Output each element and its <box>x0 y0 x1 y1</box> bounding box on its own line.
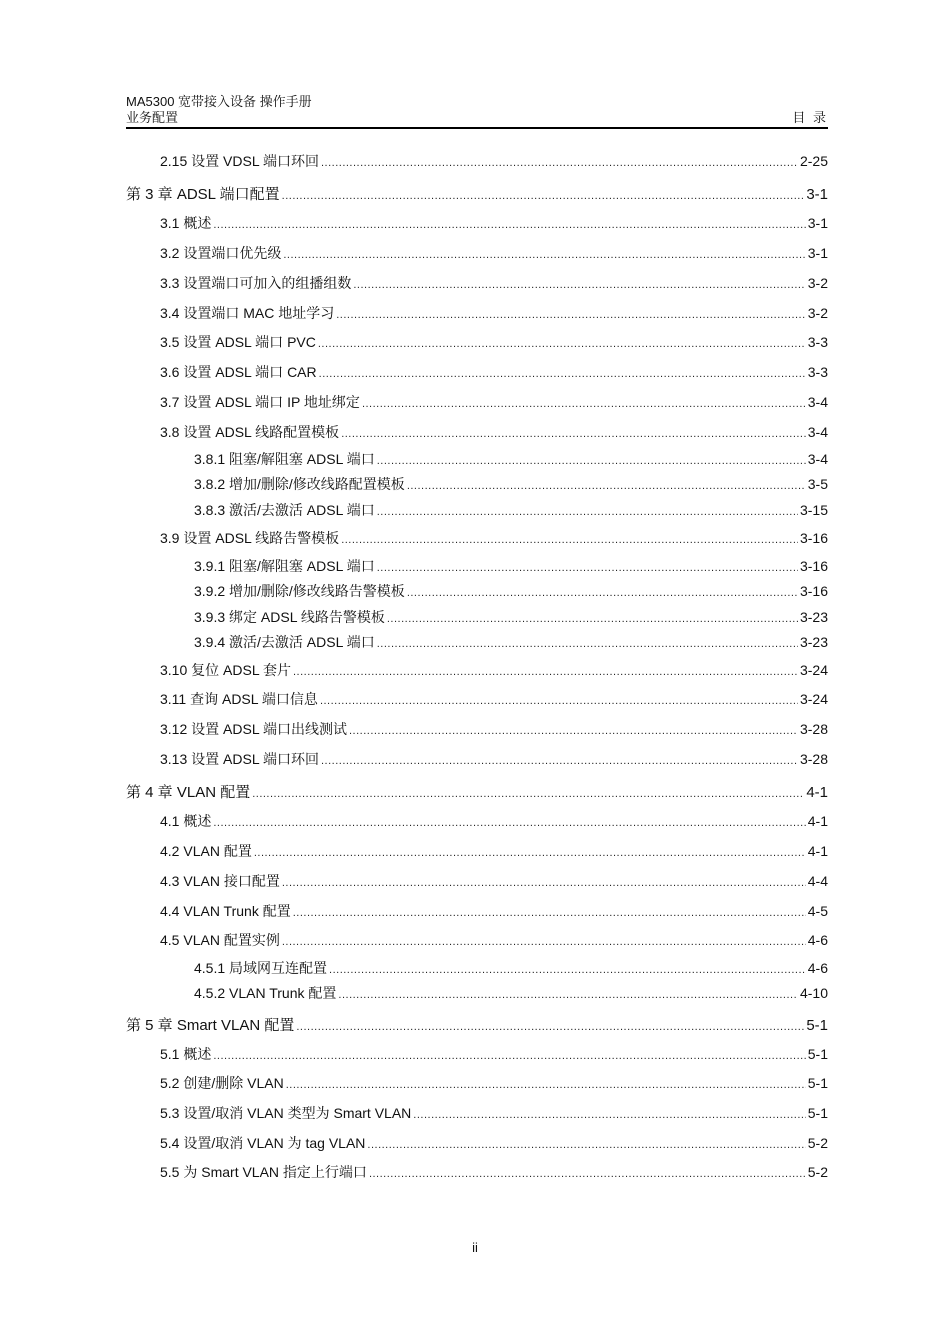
toc-entry-title: 4.1 概述 <box>160 813 212 829</box>
toc-entry-title: 3.8.2 增加/删除/修改线路配置模板 <box>194 476 405 492</box>
toc-entry[interactable] <box>194 556 828 576</box>
toc-dot-leader <box>377 562 798 574</box>
toc-entry-page: 3-5 <box>807 476 828 492</box>
toc-dot-leader <box>367 1139 805 1151</box>
toc-entry[interactable] <box>160 689 828 709</box>
toc-dot-leader <box>283 249 805 261</box>
toc-entry[interactable] <box>160 660 828 680</box>
toc-entry-page: 4-10 <box>799 985 828 1001</box>
toc-entry-page: 3-2 <box>807 305 828 321</box>
toc-entry-page: 3-16 <box>799 558 828 574</box>
toc-entry[interactable] <box>160 871 828 891</box>
toc-entry-page: 3-3 <box>807 364 828 380</box>
toc-entry[interactable] <box>160 901 828 921</box>
toc-entry-page: 4-6 <box>807 960 828 976</box>
toc-chapter-entry[interactable] <box>126 781 828 802</box>
toc-dot-leader <box>377 638 798 650</box>
toc-entry-title: 4.5 VLAN 配置实例 <box>160 932 280 948</box>
toc-entry[interactable] <box>194 632 828 652</box>
toc-entry-page: 3-2 <box>807 275 828 291</box>
toc-dot-leader <box>293 907 806 919</box>
toc-entry-title: 3.3 设置端口可加入的组播组数 <box>160 275 352 291</box>
toc-dot-leader <box>321 157 798 169</box>
toc-entry-title: 3.5 设置 ADSL 端口 PVC <box>160 334 316 350</box>
toc-entry-page: 4-6 <box>807 932 828 948</box>
toc-entry[interactable] <box>194 958 828 978</box>
toc-entry-page: 3-4 <box>807 424 828 440</box>
toc-entry-title: 4.2 VLAN 配置 <box>160 843 252 859</box>
toc-entry[interactable] <box>194 449 828 469</box>
toc-dot-leader <box>338 989 798 1001</box>
toc-dot-leader <box>336 309 806 321</box>
toc-dot-leader <box>377 506 798 518</box>
toc-entry-title: 第 5 章 Smart VLAN 配置 <box>126 1017 295 1034</box>
toc-dot-leader <box>369 1168 806 1180</box>
toc-entry-page: 3-1 <box>807 245 828 261</box>
toc-entry[interactable] <box>160 332 828 352</box>
toc-entry-title: 5.5 为 Smart VLAN 指定上行端口 <box>160 1164 367 1180</box>
toc-dot-leader <box>318 338 806 350</box>
toc-entry[interactable] <box>160 422 828 442</box>
toc-dot-leader <box>282 877 806 889</box>
toc-entry-page: 4-5 <box>807 903 828 919</box>
toc-entry-page: 3-3 <box>807 334 828 350</box>
toc-chapter-entry[interactable] <box>126 1014 828 1035</box>
toc-entry-title: 4.3 VLAN 接口配置 <box>160 873 280 889</box>
toc-entry[interactable] <box>160 243 828 263</box>
toc-dot-leader <box>362 398 806 410</box>
toc-entry[interactable] <box>160 1133 828 1153</box>
toc-entry-title: 3.11 查询 ADSL 端口信息 <box>160 691 318 707</box>
page-header <box>126 94 828 127</box>
toc-dot-leader <box>319 368 806 380</box>
toc-entry[interactable] <box>194 607 828 627</box>
toc-chapter-entry[interactable] <box>126 183 828 204</box>
toc-entry-title: 2.15 设置 VDSL 端口环回 <box>160 153 319 169</box>
toc-dot-leader <box>320 695 798 707</box>
toc-entry[interactable] <box>160 392 828 412</box>
toc-dot-leader <box>349 725 798 737</box>
toc-entry-page: 5-1 <box>807 1075 828 1091</box>
toc-entry[interactable] <box>160 930 828 950</box>
toc-entry-page: 3-1 <box>807 215 828 231</box>
toc-entry[interactable] <box>160 1044 828 1064</box>
toc-entry[interactable] <box>194 983 828 1003</box>
toc-entry[interactable] <box>160 151 828 171</box>
toc-entry-page: 3-24 <box>799 691 828 707</box>
header-rule <box>126 127 828 129</box>
header-toc-label: 目 录 <box>792 110 828 125</box>
toc-entry-title: 3.9.4 激活/去激活 ADSL 端口 <box>194 634 375 650</box>
toc-entry-title: 4.5.1 局域网互连配置 <box>194 960 328 976</box>
toc-entry-title: 3.9.3 绑定 ADSL 线路告警模板 <box>194 609 385 625</box>
toc-dot-leader <box>353 279 805 291</box>
header-subtitle-row <box>126 110 828 127</box>
toc-entry-title: 5.4 设置/取消 VLAN 为 tag VLAN <box>160 1135 366 1151</box>
toc-entry-title: 3.1 概述 <box>160 215 212 231</box>
toc-entry-page: 5-2 <box>807 1164 828 1180</box>
toc-entry[interactable] <box>160 303 828 323</box>
toc-entry-title: 3.8.1 阻塞/解阻塞 ADSL 端口 <box>194 451 375 467</box>
toc-entry-page: 3-23 <box>799 609 828 625</box>
toc-entry-title: 3.8 设置 ADSL 线路配置模板 <box>160 424 340 440</box>
toc-dot-leader <box>341 534 798 546</box>
toc-entry-page: 4-1 <box>807 843 828 859</box>
toc-entry-page: 4-1 <box>806 784 828 801</box>
toc-entry-title: 3.12 设置 ADSL 端口出线测试 <box>160 721 347 737</box>
toc-dot-leader <box>329 964 806 976</box>
toc-dot-leader <box>296 1021 804 1033</box>
toc-entry-title: 5.1 概述 <box>160 1046 212 1062</box>
toc-entry-title: 第 4 章 VLAN 配置 <box>126 784 251 801</box>
footer-page-number: ii <box>472 1240 478 1255</box>
toc-entry-title: 3.7 设置 ADSL 端口 IP 地址绑定 <box>160 394 360 410</box>
toc-entry-page: 3-1 <box>806 186 828 203</box>
toc-entry-page: 3-4 <box>807 394 828 410</box>
toc-dot-leader <box>341 428 806 440</box>
toc-dot-leader <box>213 817 805 829</box>
toc-entry-page: 4-4 <box>807 873 828 889</box>
toc-entry-title: 3.4 设置端口 MAC 地址学习 <box>160 305 335 321</box>
toc-dot-leader <box>413 1109 805 1121</box>
toc-dot-leader <box>282 190 805 202</box>
toc-entry[interactable] <box>194 581 828 601</box>
toc-entry-title: 第 3 章 ADSL 端口配置 <box>126 186 280 203</box>
toc-entry[interactable] <box>160 1162 828 1182</box>
toc-entry[interactable] <box>160 528 828 548</box>
toc-entry[interactable] <box>160 749 828 769</box>
toc-entry[interactable] <box>160 362 828 382</box>
toc-entry-page: 3-24 <box>799 662 828 678</box>
toc-dot-leader <box>252 788 804 800</box>
toc-dot-leader <box>377 455 806 467</box>
toc-entry-title: 3.9 设置 ADSL 线路告警模板 <box>160 530 340 546</box>
toc-entry-title: 5.2 创建/删除 VLAN <box>160 1075 284 1091</box>
toc-entry-title: 3.13 设置 ADSL 端口环回 <box>160 751 319 767</box>
toc-dot-leader <box>293 666 798 678</box>
toc-entry[interactable] <box>160 1073 828 1093</box>
toc-entry-page: 3-4 <box>807 451 828 467</box>
toc-entry-title: 3.9.2 增加/删除/修改线路告警模板 <box>194 583 405 599</box>
toc-dot-leader <box>407 480 806 492</box>
toc-entry[interactable] <box>160 273 828 293</box>
toc-entry-title: 3.9.1 阻塞/解阻塞 ADSL 端口 <box>194 558 375 574</box>
toc-dot-leader <box>407 587 798 599</box>
toc-entry-title: 3.2 设置端口优先级 <box>160 245 282 261</box>
toc-entry-title: 3.6 设置 ADSL 端口 CAR <box>160 364 317 380</box>
toc-dot-leader <box>387 613 798 625</box>
toc-entry-page: 3-16 <box>799 530 828 546</box>
toc-entry-page: 3-23 <box>799 634 828 650</box>
header-title: MA5300 宽带接入设备 操作手册 <box>126 94 312 109</box>
toc-entry-page: 5-1 <box>807 1046 828 1062</box>
toc-entry-page: 3-28 <box>799 751 828 767</box>
toc-dot-leader <box>254 847 806 859</box>
toc-dot-leader <box>321 755 798 767</box>
toc-entry[interactable] <box>160 1103 828 1123</box>
toc-entry[interactable] <box>194 474 828 494</box>
toc-dot-leader <box>282 936 806 948</box>
toc-entry-title: 5.3 设置/取消 VLAN 类型为 Smart VLAN <box>160 1105 412 1121</box>
toc-entry[interactable] <box>160 811 828 831</box>
toc-entry-page: 5-2 <box>807 1135 828 1151</box>
toc-entry-title: 4.5.2 VLAN Trunk 配置 <box>194 985 337 1001</box>
toc-dot-leader <box>213 1050 805 1062</box>
toc-entry-title: 3.10 复位 ADSL 套片 <box>160 662 291 678</box>
toc-entry-title: 3.8.3 激活/去激活 ADSL 端口 <box>194 502 375 518</box>
header-section: 业务配置 <box>126 110 179 125</box>
toc-entry[interactable] <box>160 719 828 739</box>
toc-entry[interactable] <box>160 841 828 861</box>
toc-entry-page: 4-1 <box>807 813 828 829</box>
toc-entry[interactable] <box>194 500 828 520</box>
toc-entry-page: 5-1 <box>806 1017 828 1034</box>
toc-entry[interactable] <box>160 213 828 233</box>
toc-entry-title: 4.4 VLAN Trunk 配置 <box>160 903 291 919</box>
toc-dot-leader <box>213 219 805 231</box>
toc-entry-page: 5-1 <box>807 1105 828 1121</box>
toc-dot-leader <box>286 1079 806 1091</box>
toc-entry-page: 3-16 <box>799 583 828 599</box>
toc-entry-page: 3-28 <box>799 721 828 737</box>
toc-entry-page: 2-25 <box>799 153 828 169</box>
toc-entry-page: 3-15 <box>799 502 828 518</box>
